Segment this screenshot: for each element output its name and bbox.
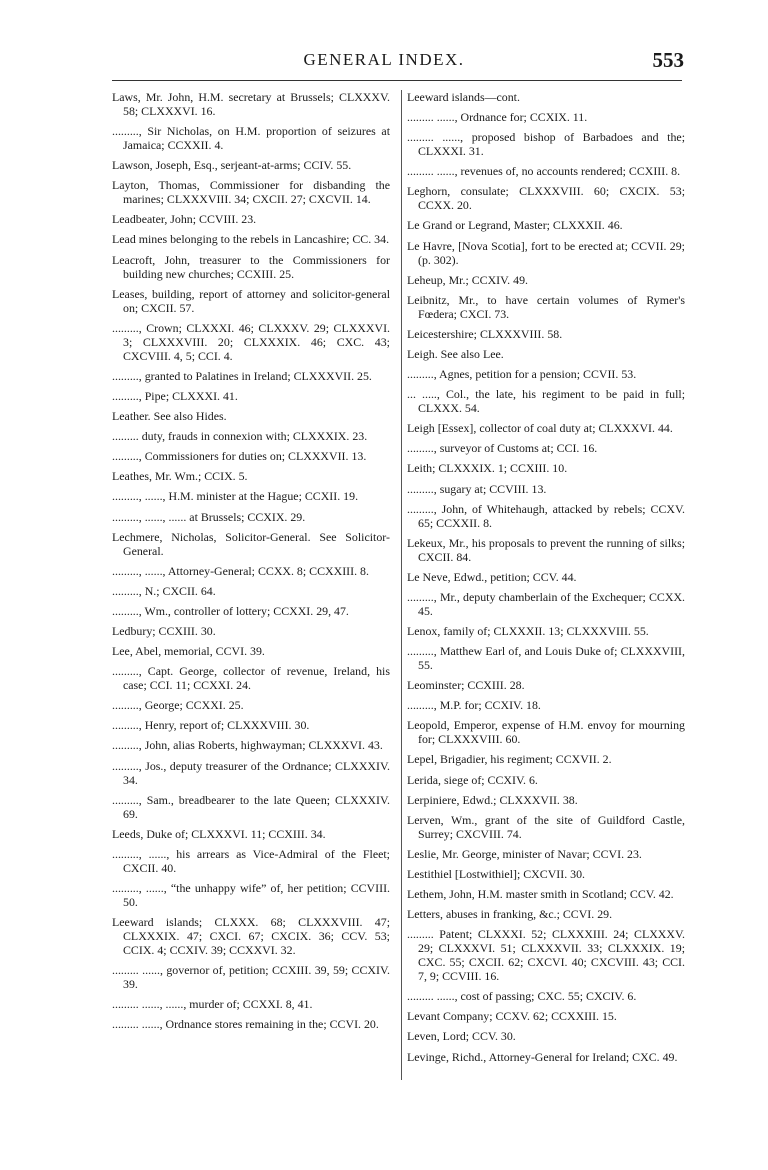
index-entry: Lechmere, Nicholas, Solicitor-General. See Solicitor-General. bbox=[112, 529, 390, 558]
index-entry: Leith; CLXXXIX. 1; CCXIII. 10. bbox=[407, 461, 568, 476]
index-entry: Leigh [Essex], collector of coal duty at; CLXXXVI. 44. bbox=[407, 421, 673, 436]
index-entry: Ledbury; CCXIII. 30. bbox=[112, 623, 216, 638]
index-entry: Leeward islands—cont. bbox=[407, 90, 520, 104]
index-entry: Leslie, Mr. George, minister of Navar; CCVI. 23. bbox=[407, 846, 642, 861]
index-entry: ........., ......, H.M. minister at the Hague; CCXII. 19. bbox=[112, 489, 359, 504]
index-entry: ......... ......, cost of passing; CXC. 55; CXCIV. 6. bbox=[407, 989, 637, 1004]
index-entry: Layton, Thomas, Commissioner for disbanding the marines; CLXXXVIII. 34; CXCII. 27; CXCVII. 14. bbox=[112, 178, 390, 207]
index-entry: ........., Mr., deputy chamberlain of the Exchequer; CCXX. 45. bbox=[407, 589, 685, 618]
index-entry: ........., John, alias Roberts, highwayman; CLXXXVI. 43. bbox=[112, 738, 383, 753]
index-entry: ........., sugary at; CCVIII. 13. bbox=[407, 481, 547, 496]
right-column bbox=[407, 90, 685, 1070]
index-entry: ........., Sam., breadbearer to the late Queen; CLXXXIV. 69. bbox=[112, 792, 390, 821]
index-entry: ........., Commissioners for duties on; CLXXXVII. 13. bbox=[112, 449, 367, 464]
index-entry: ........., granted to Palatines in Ireland; CLXXXVII. 25. bbox=[112, 368, 372, 383]
header-rule bbox=[112, 80, 682, 81]
index-entry: ......... Patent; CLXXXI. 52; CLXXXIII. 24; CLXXXV. 29; CLXXXVI. 51; CLXXXVII. 33; CLXXXIX. 19; CXC. 55; CXCII. 62; CXCVI. 40; CXCVIII. 43; CCI. 7, 9; CCVIII. 16. bbox=[407, 927, 685, 984]
index-entry: Lekeux, Mr., his proposals to prevent the running of silks; CXCII. 84. bbox=[407, 535, 685, 564]
index-entry: Lepel, Brigadier, his regiment; CCXVII. 2. bbox=[407, 752, 612, 767]
left-column bbox=[112, 90, 390, 1037]
index-entry: ........., Jos., deputy treasurer of the Ordnance; CLXXXIV. 34. bbox=[112, 758, 390, 787]
index-entry: Lawson, Joseph, Esq., serjeant-at-arms; CCIV. 55. bbox=[112, 158, 352, 173]
index-entry: ......... ......, proposed bishop of Barbadoes and the; CLXXXI. 31. bbox=[407, 130, 685, 159]
index-entry: ........., N.; CXCII. 64. bbox=[112, 583, 216, 598]
index-entry: ........., surveyor of Customs at; CCI. 16. bbox=[407, 441, 598, 456]
index-entry: Lerida, siege of; CCXIV. 6. bbox=[407, 772, 538, 787]
index-entry: ........., Sir Nicholas, on H.M. proportion of seizures at Jamaica; CCXXII. 4. bbox=[112, 124, 390, 153]
index-entry: ........., Pipe; CLXXXI. 41. bbox=[112, 388, 238, 403]
index-entry: Leghorn, consulate; CLXXXVIII. 60; CXCIX. 53; CCXX. 20. bbox=[407, 184, 685, 213]
index-entry: ......... ......, governor of, petition; CCXIII. 39, 59; CCXIV. 39. bbox=[112, 963, 390, 992]
index-entry: Leicestershire; CLXXXVIII. 58. bbox=[407, 326, 563, 341]
index-entry: ......... duty, frauds in connexion with; CLXXXIX. 23. bbox=[112, 429, 368, 444]
index-entry: Leases, building, report of attorney and solicitor-general on; CXCII. 57. bbox=[112, 286, 390, 315]
index-entry: ........., Agnes, petition for a pension; CCVII. 53. bbox=[407, 367, 637, 382]
index-entry: Leigh. See also Lee. bbox=[407, 346, 504, 361]
index-entry: Lerven, Wm., grant of the site of Guildford Castle, Surrey; CXCVIII. 74. bbox=[407, 812, 685, 841]
index-entry: Leibnitz, Mr., to have certain volumes of Rymer's Fœdera; CXCI. 73. bbox=[407, 292, 685, 321]
index-entry: Leeds, Duke of; CLXXXVI. 11; CCXIII. 34. bbox=[112, 826, 326, 841]
index-entry: Leather. See also Hides. bbox=[112, 409, 227, 424]
index-entry: Letters, abuses in franking, &c.; CCVI. 29. bbox=[407, 907, 613, 922]
index-entry: ......... ......, Ordnance stores remaining in the; CCVI. 20. bbox=[112, 1017, 379, 1032]
index-entry: Lenox, family of; CLXXXII. 13; CLXXXVIII. 55. bbox=[407, 623, 649, 638]
index-entry: Lethem, John, H.M. master smith in Scotland; CCV. 42. bbox=[407, 887, 674, 901]
index-entry: Leopold, Emperor, expense of H.M. envoy for mourning for; CLXXXVIII. 60. bbox=[407, 718, 685, 747]
column-divider bbox=[401, 90, 402, 1080]
index-entry: Levant Company; CCXV. 62; CCXXIII. 15. bbox=[407, 1009, 617, 1024]
index-entry: ........., ......, “the unhappy wife” of, her petition; CCVIII. 50. bbox=[112, 880, 390, 909]
index-entry: Leeward islands; CLXXX. 68; CLXXXVIII. 47; CLXXXIX. 47; CXCI. 67; CXCIX. 36; CCV. 53; CCIX. 4; CCXIV. 39; CCXXVI. 32. bbox=[112, 915, 390, 957]
index-entry: ........., M.P. for; CCXIV. 18. bbox=[407, 698, 541, 713]
index-entry: ........., Capt. George, collector of revenue, Ireland, his case; CCI. 11; CCXXI. 24. bbox=[112, 664, 390, 693]
index-entry: Le Neve, Edwd., petition; CCV. 44. bbox=[407, 569, 577, 584]
index-entry: Leathes, Mr. Wm.; CCIX. 5. bbox=[112, 469, 248, 484]
index-entry: ......... ......, Ordnance for; CCXIX. 11. bbox=[407, 110, 588, 125]
index-entry: ........., ......, his arrears as Vice-Admiral of the Fleet; CXCII. 40. bbox=[112, 846, 390, 875]
index-entry: ........., Wm., controller of lottery; CCXXI. 29, 47. bbox=[112, 603, 349, 618]
index-entry: Lee, Abel, memorial, CCVI. 39. bbox=[112, 644, 265, 659]
index-entry: ........., John, of Whitehaugh, attacked by rebels; CCXV. 65; CCXXII. 8. bbox=[407, 501, 685, 530]
index-entry: ........., Matthew Earl of, and Louis Duke of; CLXXXVIII, 55. bbox=[407, 644, 685, 673]
index-entry: ......... ......, revenues of, no accounts rendered; CCXIII. 8. bbox=[407, 164, 681, 179]
running-title: GENERAL INDEX. bbox=[303, 50, 465, 69]
index-entry: ........., ......, Attorney-General; CCXX. 8; CCXXIII. 8. bbox=[112, 563, 369, 578]
index-entry: ........., Henry, report of; CLXXXVIII. 30. bbox=[112, 718, 310, 733]
index-entry: Lestithiel [Lostwithiel]; CXCVII. 30. bbox=[407, 866, 586, 881]
index-entry: Leominster; CCXIII. 28. bbox=[407, 678, 525, 693]
index-entry: Leacroft, John, treasurer to the Commissioners for building new churches; CCXIII. 25. bbox=[112, 252, 390, 281]
index-entry: ........., George; CCXXI. 25. bbox=[112, 698, 244, 713]
index-entry: ......... ......, ......, murder of; CCXXI. 8, 41. bbox=[112, 997, 313, 1012]
index-entry: Lerpiniere, Edwd.; CLXXXVII. 38. bbox=[407, 792, 578, 807]
index-entry: ........., ......, ...... at Brussels; CCXIX. 29. bbox=[112, 509, 306, 524]
index-entry: Le Havre, [Nova Scotia], fort to be erected at; CCVII. 29; (p. 302). bbox=[407, 238, 685, 267]
index-entry: Levinge, Richd., Attorney-General for Ireland; CXC. 49. bbox=[407, 1049, 678, 1064]
index-entry: Leadbeater, John; CCVIII. 23. bbox=[112, 212, 257, 227]
index-entry: Le Grand or Legrand, Master; CLXXXII. 46. bbox=[407, 218, 623, 233]
index-entry: ... ....., Col., the late, his regiment to be paid in full; CLXXX. 54. bbox=[407, 387, 685, 416]
index-entry: Laws, Mr. John, H.M. secretary at Brussels; CLXXXV. 58; CLXXXVI. 16. bbox=[112, 90, 390, 118]
page-number: 553 bbox=[652, 48, 684, 72]
index-entry: Leheup, Mr.; CCXIV. 49. bbox=[407, 272, 528, 287]
index-entry: Lead mines belonging to the rebels in Lancashire; CC. 34. bbox=[112, 232, 390, 247]
index-entry: ........., Crown; CLXXXI. 46; CLXXXV. 29; CLXXXVI. 3; CLXXXVIII. 20; CLXXXIX. 46; CXC. 43; CXCVIII. 4, 5; CCI. 4. bbox=[112, 320, 390, 363]
index-entry: Leven, Lord; CCV. 30. bbox=[407, 1029, 516, 1044]
